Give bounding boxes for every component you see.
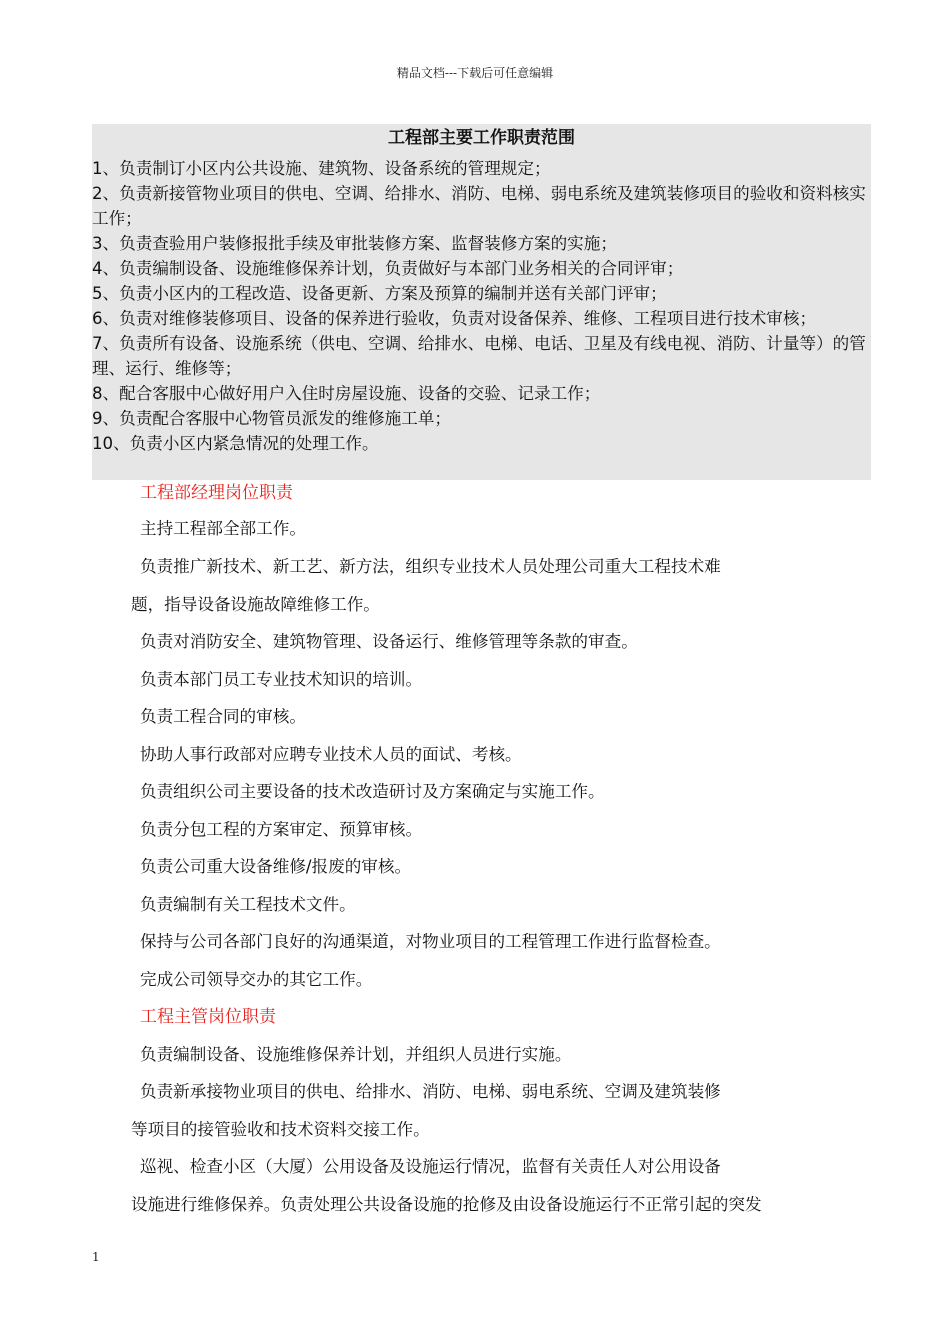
scope-item: 4、负责编制设备、设施维修保养计划，负责做好与本部门业务相关的合同评审； xyxy=(92,259,684,278)
scope-item: 6、负责对维修装修项目、设备的保养进行验收，负责对设备保养、维修、工程项目进行技术审核； xyxy=(92,309,817,328)
page-header: 精品文档---下载后可任意编辑 xyxy=(396,66,554,80)
scope-item: 3、负责查验用户装修报批手续及审批装修方案、监督装修方案的实施； xyxy=(92,234,617,253)
scope-title: 工程部主要工作职责范围 xyxy=(388,128,575,148)
scope-item: 2、负责新接管物业项目的供电、空调、给排水、消防、电梯、弱电系统及建筑装修项目的验收和资料核实工作； xyxy=(92,184,866,228)
manager-duty: 负责本部门员工专业技术知识的培训。 xyxy=(140,670,423,689)
scope-item: 10、负责小区内紧急情况的处理工作。 xyxy=(92,434,379,453)
scope-item: 1、负责制订小区内公共设施、建筑物、设备系统的管理规定； xyxy=(92,159,551,178)
manager-duty: 完成公司领导交办的其它工作。 xyxy=(140,970,373,989)
manager-duty: 主持工程部全部工作。 xyxy=(140,519,306,538)
scope-item: 9、负责配合客服中心物管员派发的维修施工单； xyxy=(92,409,452,428)
supervisor-section-title: 工程主管岗位职责 xyxy=(140,1007,276,1027)
supervisor-duty: 负责编制设备、设施维修保养计划，并组织人员进行实施。 xyxy=(140,1045,572,1064)
manager-duty: 协助人事行政部对应聘专业技术人员的面试、考核。 xyxy=(140,745,522,764)
manager-duty: 保持与公司各部门良好的沟通渠道，对物业项目的工程管理工作进行监督检查。 xyxy=(140,932,721,951)
page-number: 1 xyxy=(92,1250,100,1264)
manager-duty: 负责公司重大设备维修/报废的审核。 xyxy=(140,857,412,876)
scope-item: 7、负责所有设备、设施系统（供电、空调、给排水、电梯、电话、卫星及有线电视、消防、计量等）的管理、运行、维修等； xyxy=(92,334,866,378)
manager-duty-continued: 题，指导设备设施故障维修工作。 xyxy=(131,595,380,614)
scope-list xyxy=(92,156,871,456)
manager-duty: 负责对消防安全、建筑物管理、设备运行、维修管理等条款的审查。 xyxy=(140,632,638,651)
manager-duty: 负责分包工程的方案审定、预算审核。 xyxy=(140,820,423,839)
supervisor-duty-continued: 设施进行维修保养。负责处理公共设备设施的抢修及由设备设施运行不正常引起的突发 xyxy=(131,1195,762,1214)
scope-item: 8、配合客服中心做好用户入住时房屋设施、设备的交验、记录工作； xyxy=(92,384,601,403)
supervisor-duty: 巡视、检查小区（大厦）公用设备及设施运行情况，监督有关责任人对公用设备 xyxy=(140,1157,721,1176)
supervisor-duty-continued: 等项目的接管验收和技术资料交接工作。 xyxy=(131,1120,430,1139)
manager-duty: 负责推广新技术、新工艺、新方法，组织专业技术人员处理公司重大工程技术难 xyxy=(140,557,721,576)
manager-duty: 负责组织公司主要设备的技术改造研讨及方案确定与实施工作。 xyxy=(140,782,605,801)
manager-section-title: 工程部经理岗位职责 xyxy=(140,483,293,503)
manager-duty: 负责编制有关工程技术文件。 xyxy=(140,895,356,914)
manager-duty: 负责工程合同的审核。 xyxy=(140,707,306,726)
scope-item: 5、负责小区内的工程改造、设备更新、方案及预算的编制并送有关部门评审； xyxy=(92,284,667,303)
supervisor-duty: 负责新承接物业项目的供电、给排水、消防、电梯、弱电系统、空调及建筑装修 xyxy=(140,1082,721,1101)
